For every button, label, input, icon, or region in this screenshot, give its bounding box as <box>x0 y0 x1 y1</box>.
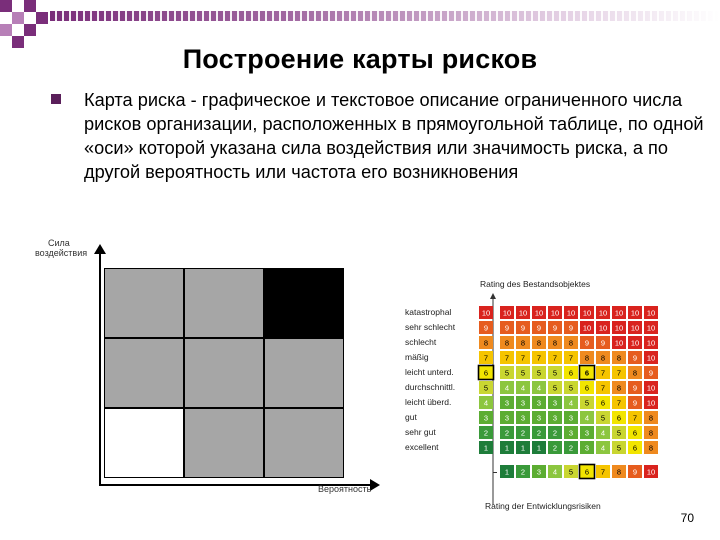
heatmap-cell-label: 2 <box>520 428 526 438</box>
risk-map-cell <box>104 408 184 478</box>
heatmap-cell-label: 1 <box>536 443 542 453</box>
heatmap-cell-label: 8 <box>648 443 654 453</box>
heatmap-cell-label: 9 <box>552 323 558 333</box>
heatmap-row-label: leicht unterd. <box>405 367 454 377</box>
heatmap-row-rating-label: 5 <box>483 383 489 393</box>
heatmap-cell-label: 9 <box>520 323 526 333</box>
x-axis-label: Вероятность <box>318 484 372 494</box>
heatmap-row-label: gut <box>405 412 417 422</box>
heatmap-cell-label: 4 <box>536 383 542 393</box>
heatmap-x-label: Rating der Entwicklungsrisiken <box>485 501 601 511</box>
heatmap-cell-label: 4 <box>600 443 606 453</box>
heatmap-cell-label: 10 <box>630 338 640 348</box>
heatmap-cell-label: 3 <box>568 428 574 438</box>
heatmap-cell-label: 5 <box>504 368 510 378</box>
x-axis-arrow-icon <box>370 479 380 491</box>
heatmap-cell-label: 1 <box>504 443 510 453</box>
heatmap-row-rating-label: 7 <box>483 353 489 363</box>
y-axis-line <box>99 252 101 486</box>
heatmap-cell-label: 3 <box>552 413 558 423</box>
heatmap-cell-label: 2 <box>568 443 574 453</box>
heatmap-column-rating-label: 7 <box>600 467 606 477</box>
heatmap-cell-label: 3 <box>504 413 510 423</box>
heatmap-cell-label: 9 <box>568 323 574 333</box>
heatmap-column-rating-label: 6 <box>584 467 590 477</box>
bullet-square-icon <box>51 94 61 104</box>
heatmap-cell-label: 9 <box>536 323 542 333</box>
heatmap-cell-label: 7 <box>616 368 622 378</box>
heatmap-row-label: sehr gut <box>405 427 436 437</box>
decor-square <box>24 0 36 12</box>
heatmap-cell-label: 5 <box>536 368 542 378</box>
decor-square <box>12 12 24 24</box>
heatmap-cell-label: 9 <box>632 353 638 363</box>
heatmap-cell-label: 10 <box>534 308 544 318</box>
heatmap-cell-label: 10 <box>646 353 656 363</box>
heatmap-y-arrow-icon <box>490 293 496 299</box>
heatmap-cell-label: 6 <box>616 413 622 423</box>
heatmap-cell-label: 6 <box>632 428 638 438</box>
heatmap-cell-label: 8 <box>520 338 526 348</box>
heatmap-cell-label: 2 <box>504 428 510 438</box>
heatmap-cell-label: 3 <box>536 398 542 408</box>
decor-square <box>0 0 12 12</box>
heatmap-cell-label: 6 <box>568 368 574 378</box>
heatmap-cell-label: 10 <box>582 323 592 333</box>
heatmap-cell-label: 10 <box>502 308 512 318</box>
heatmap-cell-label: 10 <box>646 323 656 333</box>
heatmap-column-rating-label: 3 <box>536 467 542 477</box>
heatmap-cell-label: 3 <box>584 443 590 453</box>
heatmap-row-label: schlecht <box>405 337 437 347</box>
heatmap-cell-label: 4 <box>584 413 590 423</box>
heatmap-cell-label: 10 <box>646 308 656 318</box>
heatmap-cell-label: 10 <box>630 323 640 333</box>
heatmap-cell-label: 5 <box>616 428 622 438</box>
y-axis-label-line2: воздействия <box>35 248 88 258</box>
page-number: 70 <box>680 511 694 525</box>
heatmap-cell-label: 10 <box>646 338 656 348</box>
rating-heatmap <box>405 270 660 511</box>
heatmap-row-rating-label: 4 <box>483 398 489 408</box>
heatmap-column-rating-label: 1 <box>504 467 510 477</box>
heatmap-cell-label: 8 <box>552 338 558 348</box>
heatmap-cell-label: 3 <box>520 398 526 408</box>
heatmap-column-rating-label: 2 <box>520 467 526 477</box>
heatmap-cell-label: 10 <box>566 308 576 318</box>
heatmap-cell-label: 6 <box>600 398 606 408</box>
heatmap-row-label: sehr schlecht <box>405 322 456 332</box>
heatmap-column-rating-label: 10 <box>646 467 656 477</box>
bullet-text: Карта риска - графическое и текстовое описание ограниченного числа рисков организации, расположенных в прямоугольной таблице, по одной «оси» которой указана сила воздействия или значимость риска, а по другой вероятность или частота его возникновения <box>84 90 704 182</box>
heatmap-row-label: katastrophal <box>405 307 452 317</box>
heatmap-cell-label: 9 <box>648 368 654 378</box>
heatmap-cell-label: 8 <box>536 338 542 348</box>
risk-map-cell <box>104 338 184 408</box>
risk-map-cell <box>184 408 264 478</box>
heatmap-cell-label: 8 <box>648 428 654 438</box>
heatmap-column-rating-label: 5 <box>568 467 574 477</box>
heatmap-cell-label: 10 <box>614 338 624 348</box>
heatmap-cell-label: 1 <box>520 443 526 453</box>
heatmap-cell-label: 10 <box>646 383 656 393</box>
heatmap-title: Rating des Bestandsobjektes <box>480 279 591 289</box>
heatmap-column-rating-label: 8 <box>616 467 622 477</box>
heatmap-cell-label: 10 <box>598 308 608 318</box>
heatmap-cell-label: 8 <box>632 368 638 378</box>
heatmap-cell-label: 9 <box>632 383 638 393</box>
heatmap-row-label: leicht überd. <box>405 397 452 407</box>
heatmap-cell-label: 3 <box>552 398 558 408</box>
heatmap-row-label: durchschnittl. <box>405 382 456 392</box>
y-axis-label-line1: Сила <box>48 238 70 248</box>
heatmap-cell-label: 10 <box>598 323 608 333</box>
heatmap-cell-label: 2 <box>552 443 558 453</box>
heatmap-cell-label: 3 <box>520 413 526 423</box>
heatmap-cell-label: 5 <box>552 368 558 378</box>
decor-square <box>24 24 36 36</box>
heatmap-cell-label: 5 <box>616 443 622 453</box>
heatmap-cell-label: 10 <box>614 308 624 318</box>
heatmap-cell-label: 6 <box>584 383 590 393</box>
heatmap-cell-label: 8 <box>648 413 654 423</box>
heatmap-cell-label: 3 <box>536 413 542 423</box>
heatmap-cell-label: 2 <box>536 428 542 438</box>
heatmap-cell-label: 10 <box>646 398 656 408</box>
heatmap-row-label: excellent <box>405 442 439 452</box>
heatmap-cell-label: 5 <box>584 398 590 408</box>
decor-square <box>0 24 12 36</box>
heatmap-row-rating-label: 10 <box>481 308 491 318</box>
heatmap-cell-label: 10 <box>582 308 592 318</box>
heatmap-cell-label: 3 <box>504 398 510 408</box>
risk-map-cell <box>264 408 344 478</box>
heatmap-cell-label: 5 <box>600 413 606 423</box>
heatmap-cell-label: 8 <box>504 338 510 348</box>
slide-title: Построение карты рисков <box>182 44 538 74</box>
heatmap-cell-label: 5 <box>568 383 574 393</box>
heatmap-cell-label: 8 <box>616 383 622 393</box>
heatmap-cell-label: 3 <box>584 428 590 438</box>
risk-map-cell <box>184 338 264 408</box>
heatmap-cell-label: 8 <box>600 353 606 363</box>
heatmap-row-label: mäßig <box>405 352 429 362</box>
heatmap-cell-label: 7 <box>632 413 638 423</box>
heatmap-cell-label: 7 <box>616 398 622 408</box>
heatmap-cell-label: 8 <box>568 338 574 348</box>
risk-map-grid <box>104 268 344 478</box>
heatmap-cell-label: 6 <box>632 443 638 453</box>
heatmap-row-rating-label: 8 <box>483 338 489 348</box>
heatmap-cell-label: 4 <box>600 428 606 438</box>
heatmap-cell-label: 7 <box>600 368 606 378</box>
heatmap-cell-label: 4 <box>504 383 510 393</box>
heatmap-cell-label: 9 <box>584 338 590 348</box>
header-decoration <box>0 0 720 50</box>
heatmap-cell-label: 9 <box>504 323 510 333</box>
heatmap-cell-label: 5 <box>520 368 526 378</box>
heatmap-cell-label: 6 <box>584 368 590 378</box>
heatmap-cell-label: 10 <box>614 323 624 333</box>
risk-map-cell <box>184 268 264 338</box>
heatmap-row-rating-label: 6 <box>483 368 489 378</box>
heatmap-cell-label: 4 <box>568 398 574 408</box>
heatmap-cell-label: 5 <box>552 383 558 393</box>
heatmap-cell-label: 8 <box>584 353 590 363</box>
risk-map-cell <box>264 338 344 408</box>
heatmap-row-rating-label: 1 <box>483 443 489 453</box>
heatmap-cell-label: 7 <box>568 353 574 363</box>
header-gradient-stripes <box>50 11 720 21</box>
heatmap-cell-label: 4 <box>520 383 526 393</box>
heatmap-cell-label: 2 <box>552 428 558 438</box>
heatmap-cell-label: 9 <box>600 338 606 348</box>
heatmap-cell-label: 10 <box>550 308 560 318</box>
heatmap-row-rating-label: 3 <box>483 413 489 423</box>
heatmap-cell-label: 10 <box>518 308 528 318</box>
heatmap-cell-label: 9 <box>632 398 638 408</box>
heatmap-row-rating-label: 9 <box>483 323 489 333</box>
heatmap-cell-label: 8 <box>616 353 622 363</box>
heatmap-cell-label: 7 <box>504 353 510 363</box>
heatmap-row-rating-label: 2 <box>483 428 489 438</box>
heatmap-column-rating-label: 9 <box>632 467 638 477</box>
y-axis-arrow-icon <box>94 244 106 254</box>
risk-map-cell <box>104 268 184 338</box>
heatmap-cell-label: 7 <box>536 353 542 363</box>
heatmap-cell-label: 7 <box>600 383 606 393</box>
heatmap-cell-label: 10 <box>630 308 640 318</box>
heatmap-cell-label: 3 <box>568 413 574 423</box>
heatmap-cell-label: 7 <box>520 353 526 363</box>
heatmap-column-rating-label: 4 <box>552 467 558 477</box>
decor-square <box>36 12 48 24</box>
risk-map-cell <box>264 268 344 338</box>
heatmap-cell-label: 7 <box>552 353 558 363</box>
